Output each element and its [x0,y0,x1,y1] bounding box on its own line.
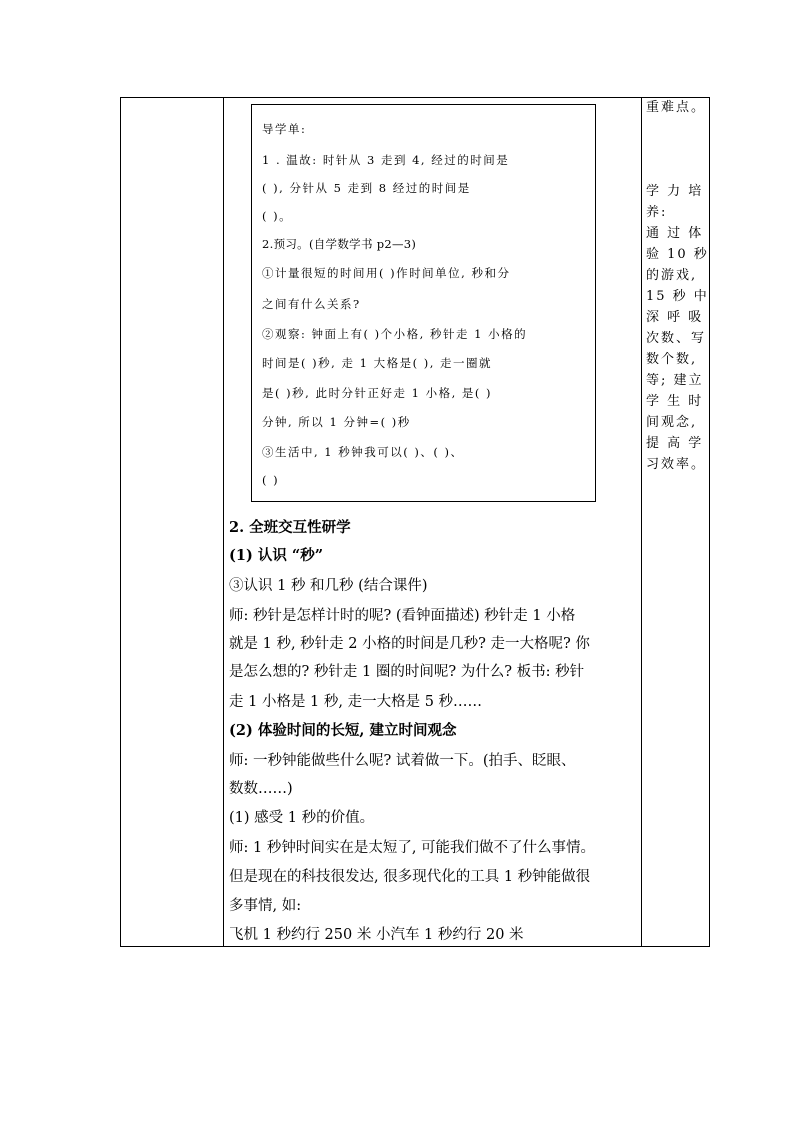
side-note-line: 验 10 秒 [646,247,709,262]
subheading-experience-time: (2) 体验时间的长短, 建立时间观念 [229,722,457,739]
paragraph: (1) 感受 1 秒的价值。 [229,810,375,826]
side-note-line: 重难点。 [646,100,707,115]
guide-line: ( ), 分针从 5 走到 8 经过的时间是 [262,181,471,195]
guide-line: 2.预习。(自学数学书 p2—3) [262,237,417,251]
guide-line: ①计量很短的时间用( )作时间单位, 秒和分 [262,266,511,280]
guide-line: 是( )秒, 此时分针正好走 1 小格, 是( ) [262,386,493,400]
guide-line: 分钟, 所以 1 分钟=( )秒 [262,415,411,429]
guide-line: ③生活中, 1 秒钟我可以( )、( )、 [262,445,464,459]
paragraph: ③认识 1 秒 和几秒 (结合课件) [229,578,428,594]
paragraph: 数数……) [229,781,293,797]
paragraph: 飞机 1 秒约行 250 米 小汽车 1 秒约行 20 米 [229,927,524,943]
guide-title: 导学单: [262,122,307,136]
section-heading: 2. 全班交互性研学 [229,519,351,536]
side-note-line: 数个数, [646,352,698,367]
side-note-line: 深 呼 吸 [646,310,704,325]
paragraph: 是怎么想的? 秒针走 1 圈的时间呢? 为什么? 板书: 秒针 [229,664,585,680]
side-note-line: 养: [646,205,668,220]
paragraph: 多事情, 如: [229,898,302,914]
side-note-line: 习效率。 [646,457,707,472]
side-note-line: 学 力 培 [646,184,704,199]
side-note-line: 通 过 体 [646,226,704,241]
column-divider-left [223,98,224,946]
paragraph: 师: 1 秒钟时间实在是太短了, 可能我们做不了什么事情。 [229,840,596,856]
guide-line: 1 . 温故: 时针从 3 走到 4, 经过的时间是 [262,153,510,167]
guide-line: 时间是( )秒, 走 1 大格是( ), 走一圈就 [262,356,493,370]
column-divider-right [641,98,642,946]
guide-line: 之间有什么关系? [262,297,361,311]
side-note-line: 提 高 学 [646,436,704,451]
side-note-line: 15 秒 中 [646,289,709,304]
paragraph: 师: 秒针是怎样计时的呢? (看钟面描述) 秒针走 1 小格 [229,608,576,624]
side-note-line: 的游戏, [646,268,698,283]
paragraph: 就是 1 秒, 秒针走 2 小格的时间是几秒? 走一大格呢? 你 [229,636,590,652]
guide-line: ②观察: 钟面上有( )个小格, 秒针走 1 小格的 [262,327,528,341]
side-note-line: 间观念, [646,415,698,430]
side-note-line: 次数、写 [646,331,707,346]
subheading-know-second: (1) 认识 “秒” [229,547,324,564]
guide-line: ( ) [262,473,280,487]
paragraph: 师: 一秒钟能做些什么呢? 试着做一下。(拍手、眨眼、 [229,753,576,769]
paragraph: 走 1 小格是 1 秒, 走一大格是 5 秒…… [229,694,483,710]
side-note-line: 等; 建立 [646,373,704,388]
paragraph: 但是现在的科技很发达, 很多现代化的工具 1 秒钟能做很 [229,869,591,885]
guide-line: ( )。 [262,209,293,223]
side-note-line: 学 生 时 [646,394,704,409]
